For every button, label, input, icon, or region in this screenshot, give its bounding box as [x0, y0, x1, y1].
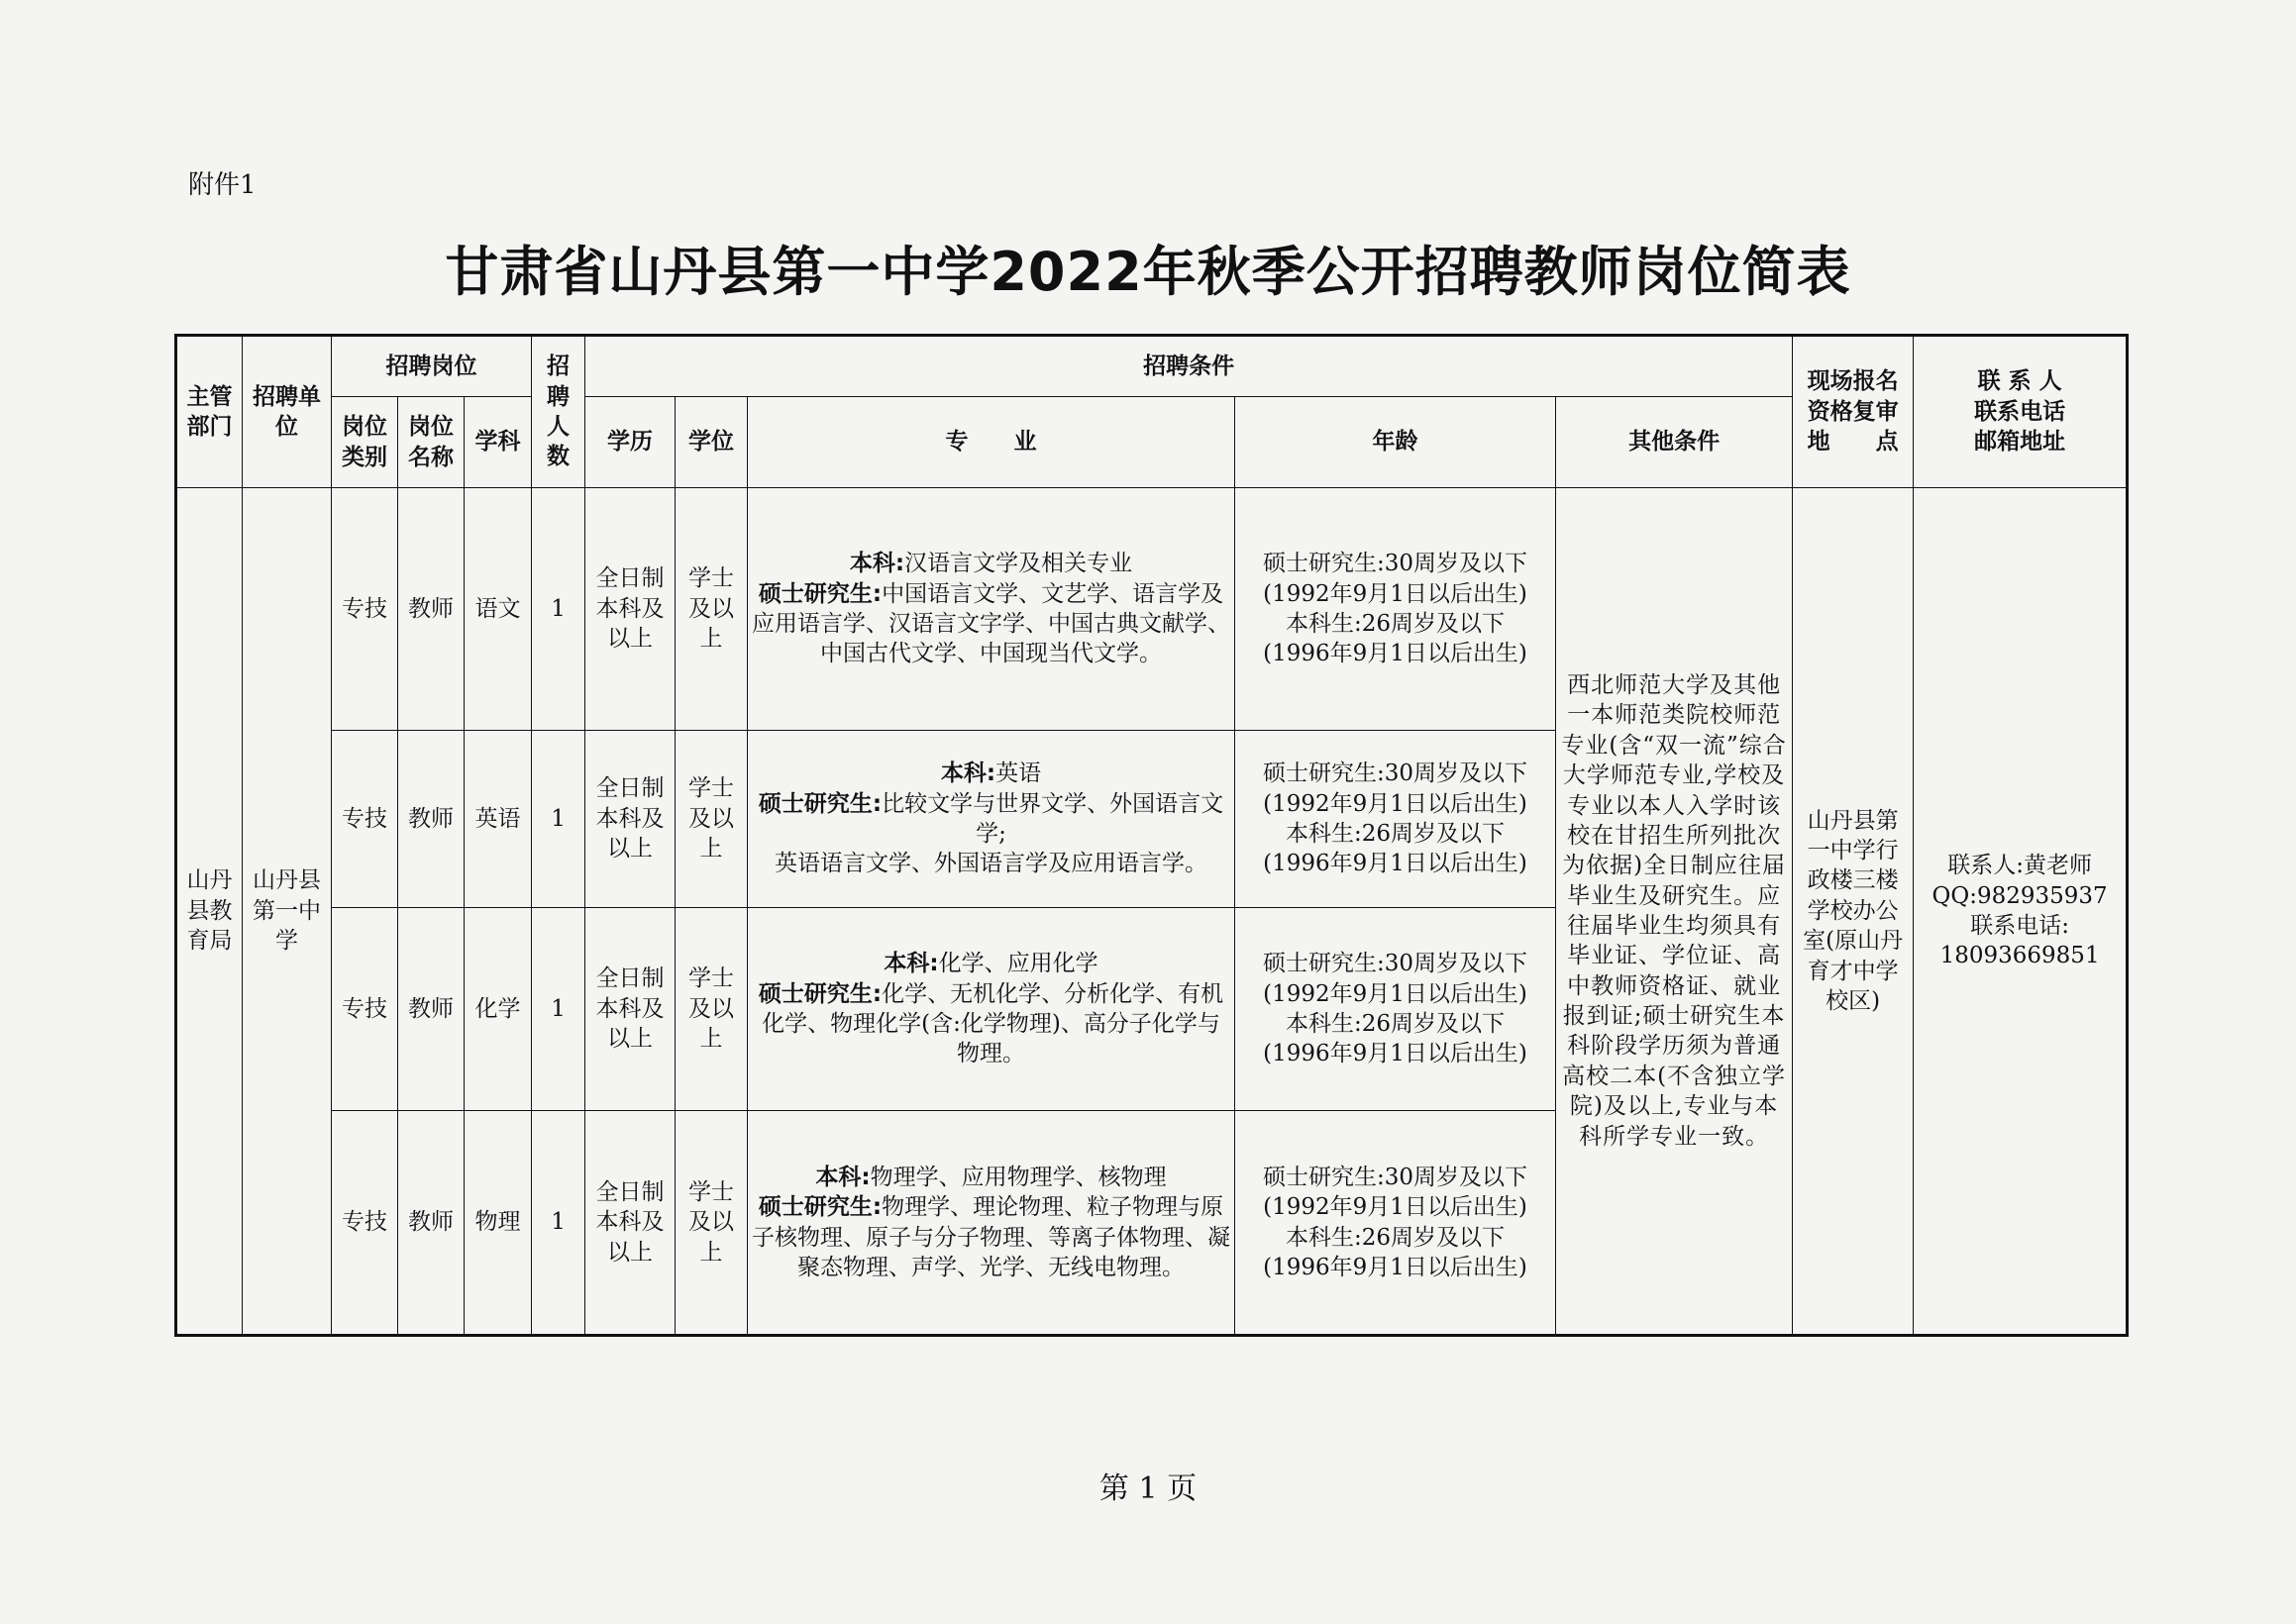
- age-cell: [1235, 731, 1556, 908]
- site-cell: 山丹县第一中学行政楼三楼学校办公室(原山丹育才中学校区): [1793, 488, 1914, 1336]
- header-contact-person: 联 系 人: [1977, 368, 2062, 395]
- header-post-type: 岗位类别: [332, 397, 398, 488]
- post-type-cell: 专技: [332, 488, 398, 731]
- age-bachelor-date: (1996年9月1日以后出生): [1263, 641, 1527, 667]
- table-row: [176, 488, 2128, 731]
- major-cell: [748, 731, 1235, 908]
- master-majors: 物理学、理论物理、粒子物理与原子核物理、原子与分子物理、等离子体物理、凝聚态物理、声学、光学、无线电物理。: [752, 1194, 1231, 1280]
- major-cell: [748, 908, 1235, 1111]
- count-cell: 1: [532, 488, 585, 731]
- extra-majors: 英语语言文学、外国语言学及应用语言学。: [775, 851, 1208, 877]
- page-number: 第 1 页: [1098, 1472, 1198, 1506]
- major-cell: [748, 1111, 1235, 1336]
- master-majors: 中国语言文学、文艺学、语言学及应用语言学、汉语言文字学、中国古典文献学、中国古代文学、中国现当代文学。: [752, 580, 1231, 667]
- subject-cell: 英语: [465, 731, 532, 908]
- bachelor-majors: 汉语言文学及相关专业: [904, 551, 1133, 577]
- age-master-date: (1992年9月1日以后出生): [1263, 580, 1527, 607]
- post-type-cell: 专技: [332, 731, 398, 908]
- bachelor-label: 本科:: [815, 1164, 871, 1190]
- bachelor-label: 本科:: [849, 551, 905, 577]
- other-conditions-cell: 西北师范大学及其他一本师范类院校师范专业(含“双一流”综合大学师范专业,学校及专业以本人入学时该校在甘招生所列批次为依据)全日制应往届毕业生及研究生。应往届毕业生均须具有毕业证、学位证、高中教师资格证、就业报到证;硕士研究生本科阶段学历须为普通高校二本(不含独立学院)及以上,专业与本科所学专业一致。: [1556, 488, 1793, 1336]
- master-label: 硕士研究生:: [758, 1194, 883, 1221]
- header-major: 专 业: [748, 397, 1235, 488]
- age-bachelor: 本科生:26周岁及以下: [1286, 1224, 1506, 1251]
- header-post-group: 招聘岗位: [332, 336, 532, 397]
- contact-cell: [1914, 488, 2128, 1336]
- header-conditions: 招聘条件: [585, 336, 1793, 397]
- header-unit: 招聘单位: [243, 336, 332, 488]
- contact-phone-label: 联系电话:: [1970, 913, 2069, 939]
- master-majors: 比较文学与世界文学、外国语言文学;: [882, 790, 1224, 847]
- major-cell: [748, 488, 1235, 731]
- contact-person: 联系人:黄老师: [1947, 853, 2092, 879]
- bachelor-label: 本科:: [884, 951, 939, 977]
- recruitment-table: [174, 334, 2129, 1337]
- age-bachelor: 本科生:26周岁及以下: [1286, 611, 1506, 637]
- master-label: 硕士研究生:: [758, 580, 883, 607]
- post-name-cell: 教师: [398, 488, 465, 731]
- header-other: 其他条件: [1556, 397, 1793, 488]
- header-dept: 主管部门: [176, 336, 243, 488]
- count-cell: 1: [532, 731, 585, 908]
- degree-cell: 学士及以上: [676, 908, 748, 1111]
- bachelor-label: 本科:: [940, 761, 996, 787]
- header-count: 招聘人数: [532, 336, 585, 488]
- education-cell: 全日制本科及以上: [585, 1111, 676, 1336]
- attachment-label: 附件1: [188, 170, 257, 200]
- age-master: 硕士研究生:30周岁及以下: [1263, 551, 1528, 577]
- count-cell: 1: [532, 908, 585, 1111]
- age-bachelor-date: (1996年9月1日以后出生): [1263, 1041, 1527, 1067]
- age-bachelor-date: (1996年9月1日以后出生): [1263, 1254, 1527, 1280]
- bachelor-majors: 物理学、应用物理学、核物理: [870, 1164, 1167, 1190]
- subject-cell: 化学: [465, 908, 532, 1111]
- header-age: 年龄: [1235, 397, 1556, 488]
- contact-qq: QQ:982935937: [1931, 882, 2108, 909]
- header-post-name: 岗位名称: [398, 397, 465, 488]
- post-type-cell: 专技: [332, 908, 398, 1111]
- header-contact: [1914, 336, 2128, 488]
- header-contact-phone: 联系电话: [1974, 398, 2066, 425]
- post-name-cell: 教师: [398, 908, 465, 1111]
- education-cell: 全日制本科及以上: [585, 731, 676, 908]
- header-education: 学历: [585, 397, 676, 488]
- age-cell: [1235, 1111, 1556, 1336]
- age-bachelor: 本科生:26周岁及以下: [1286, 1011, 1506, 1037]
- degree-cell: 学士及以上: [676, 488, 748, 731]
- unit-cell: 山丹县第一中学: [243, 488, 332, 1336]
- age-bachelor: 本科生:26周岁及以下: [1286, 821, 1506, 847]
- count-cell: 1: [532, 1111, 585, 1336]
- header-subject: 学科: [465, 397, 532, 488]
- post-type-cell: 专技: [332, 1111, 398, 1336]
- header-degree: 学位: [676, 397, 748, 488]
- age-master-date: (1992年9月1日以后出生): [1263, 1194, 1527, 1221]
- age-bachelor-date: (1996年9月1日以后出生): [1263, 851, 1527, 877]
- bachelor-majors: 英语: [995, 761, 1042, 787]
- dept-cell: 山丹县教育局: [176, 488, 243, 1336]
- age-master-date: (1992年9月1日以后出生): [1263, 790, 1527, 817]
- header-site: 现场报名资格复审地 点: [1793, 336, 1914, 488]
- education-cell: 全日制本科及以上: [585, 908, 676, 1111]
- age-cell: [1235, 908, 1556, 1111]
- age-master: 硕士研究生:30周岁及以下: [1263, 761, 1528, 787]
- master-label: 硕士研究生:: [758, 790, 883, 817]
- master-majors: 化学、无机化学、分析化学、有机化学、物理化学(含:化学物理)、高分子化学与物理。: [762, 980, 1224, 1067]
- age-cell: [1235, 488, 1556, 731]
- header-contact-email: 邮箱地址: [1974, 429, 2066, 456]
- post-name-cell: 教师: [398, 1111, 465, 1336]
- page-title: 甘肃省山丹县第一中学2022年秋季公开招聘教师岗位简表: [445, 241, 1851, 303]
- post-name-cell: 教师: [398, 731, 465, 908]
- education-cell: 全日制本科及以上: [585, 488, 676, 731]
- bachelor-majors: 化学、应用化学: [938, 951, 1098, 977]
- age-master: 硕士研究生:30周岁及以下: [1263, 1164, 1528, 1190]
- subject-cell: 语文: [465, 488, 532, 731]
- degree-cell: 学士及以上: [676, 1111, 748, 1336]
- age-master: 硕士研究生:30周岁及以下: [1263, 951, 1528, 977]
- age-master-date: (1992年9月1日以后出生): [1263, 980, 1527, 1007]
- master-label: 硕士研究生:: [758, 980, 883, 1007]
- contact-phone: 18093669851: [1939, 943, 2100, 969]
- degree-cell: 学士及以上: [676, 731, 748, 908]
- subject-cell: 物理: [465, 1111, 532, 1336]
